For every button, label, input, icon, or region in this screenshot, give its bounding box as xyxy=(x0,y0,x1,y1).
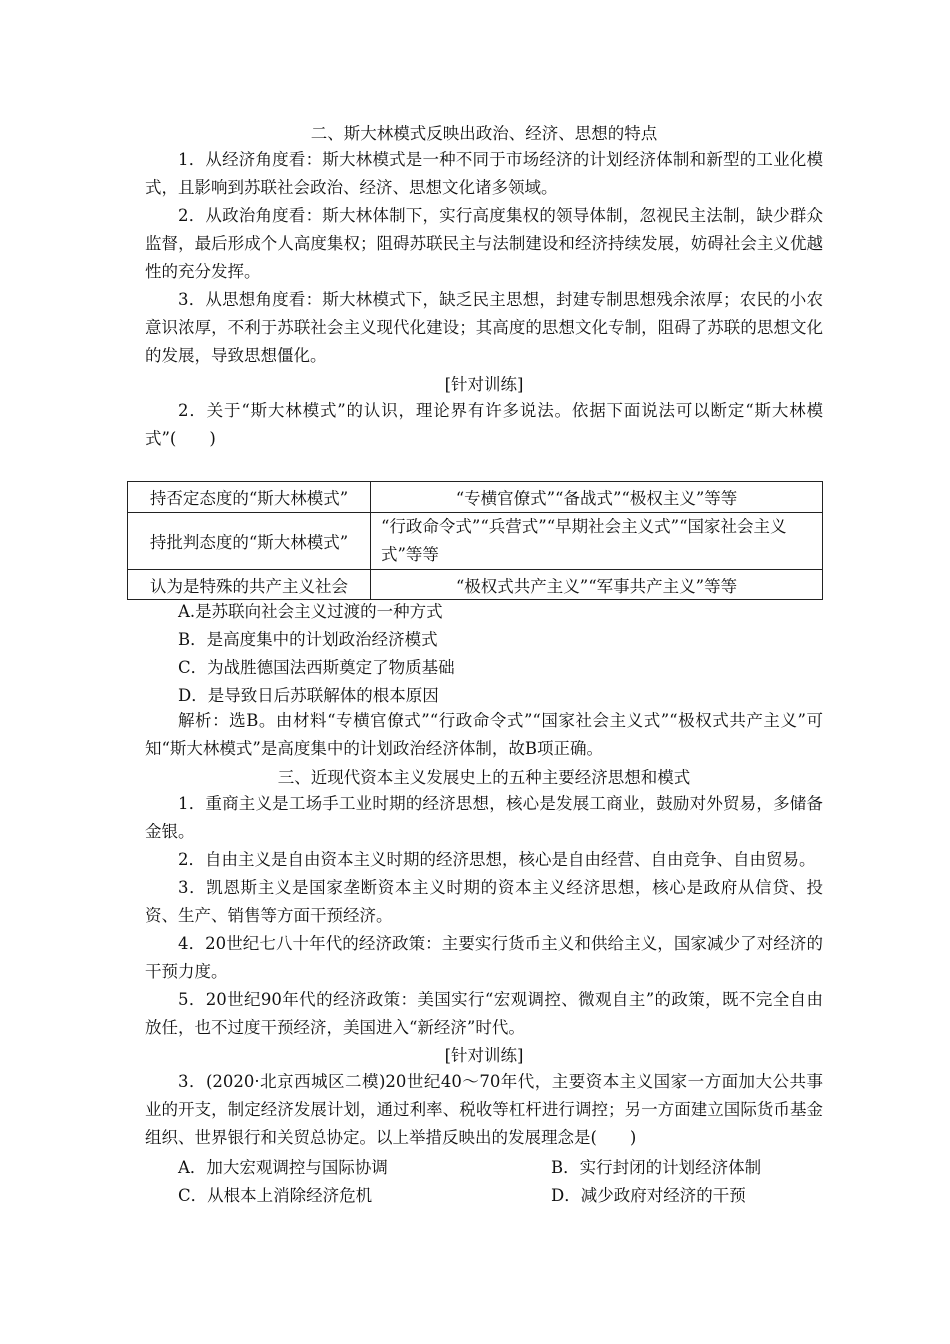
paragraph: 1．从经济角度看：斯大林模式是一种不同于市场经济的计划经济体制和新型的工业化模式，且影响到苏联社会政治、经济、思想文化诸多领域。 xyxy=(145,150,823,197)
question-stem: 2．关于“斯大林模式”的认识，理论界有许多说法。依据下面说法可以断定“斯大林模式”( ) xyxy=(145,401,823,448)
question-stem: 3．(2020·北京西城区二模)20世纪40～70年代，主要资本主义国家一方面加大公共事业的开支，制定经济发展计划，通过利率、税收等杠杆进行调控；另一方面建立国际货币基金组织、世界银行和关贸总协定。以上举措反映出的发展理念是( ) xyxy=(145,1072,823,1147)
table-row xyxy=(128,513,823,570)
paragraph: 3．从思想角度看：斯大林模式下，缺乏民主思想，封建专制思想残余浓厚；农民的小农意识浓厚，不利于苏联社会主义现代化建设；其高度的思想文化专制，阻碍了苏联的思想文化的发展，导致思想僵化。 xyxy=(145,290,823,365)
option-d: D．减少政府对经济的干预 xyxy=(551,1186,746,1205)
table-cell: 持否定态度的“斯大林模式” xyxy=(128,482,371,513)
table-cell: 认为是特殊的共产主义社会 xyxy=(128,570,371,600)
practice-heading: [针对训练] xyxy=(444,375,524,394)
option-a: A．加大宏观调控与国际协调 xyxy=(178,1158,388,1177)
paragraph: 5．20世纪90年代的经济政策：美国实行“宏观调控、微观自主”的政策，既不完全自由放任，也不过度干预经济，美国进入“新经济”时代。 xyxy=(145,990,823,1037)
table-cell: “极权式共产主义”“军事共产主义”等等 xyxy=(371,570,823,600)
paragraph: 2．自由主义是自由资本主义时期的经济思想，核心是自由经营、自由竞争、自由贸易。 xyxy=(178,850,816,869)
option-c: C．为战胜德国法西斯奠定了物质基础 xyxy=(178,658,455,677)
option-b: B．实行封闭的计划经济体制 xyxy=(551,1158,762,1177)
material-table xyxy=(127,481,823,600)
option-b: B．是高度集中的计划政治经济模式 xyxy=(178,630,438,649)
section-heading-2: 二、斯大林模式反映出政治、经济、思想的特点 xyxy=(310,124,658,143)
table-cell: “行政命令式”“兵营式”“早期社会主义式”“国家社会主义式”等等 xyxy=(371,513,823,570)
option-a: A.是苏联向社会主义过渡的一种方式 xyxy=(178,602,443,621)
section-heading-3: 三、近现代资本主义发展史上的五种主要经济思想和模式 xyxy=(277,768,691,787)
answer-analysis: 解析：选B。由材料“专横官僚式”“行政命令式”“国家社会主义式”“极权式共产主义”可知“斯大林模式”是高度集中的计划政治经济体制，故B项正确。 xyxy=(145,711,823,758)
paragraph: 4．20世纪七八十年代的经济政策：主要实行货币主义和供给主义，国家减少了对经济的干预力度。 xyxy=(145,934,823,981)
paragraph: 1．重商主义是工场手工业时期的经济思想，核心是发展工商业，鼓励对外贸易，多储备金银。 xyxy=(145,794,823,841)
table-row xyxy=(128,482,823,513)
paragraph: 3．凯恩斯主义是国家垄断资本主义时期的资本主义经济思想，核心是政府从信贷、投资、生产、销售等方面干预经济。 xyxy=(145,878,823,925)
table-cell: “专横官僚式”“备战式”“极权主义”等等 xyxy=(371,482,823,513)
practice-heading: [针对训练] xyxy=(444,1046,524,1065)
table-row xyxy=(128,570,823,600)
paragraph: 2．从政治角度看：斯大林体制下，实行高度集权的领导体制，忽视民主法制，缺少群众监督，最后形成个人高度集权；阻碍苏联民主与法制建设和经济持续发展，妨碍社会主义优越性的充分发挥。 xyxy=(145,206,823,281)
option-c: C．从根本上消除经济危机 xyxy=(178,1186,373,1205)
option-d: D．是导致日后苏联解体的根本原因 xyxy=(178,686,439,705)
table-cell: 持批判态度的“斯大林模式” xyxy=(128,513,371,570)
